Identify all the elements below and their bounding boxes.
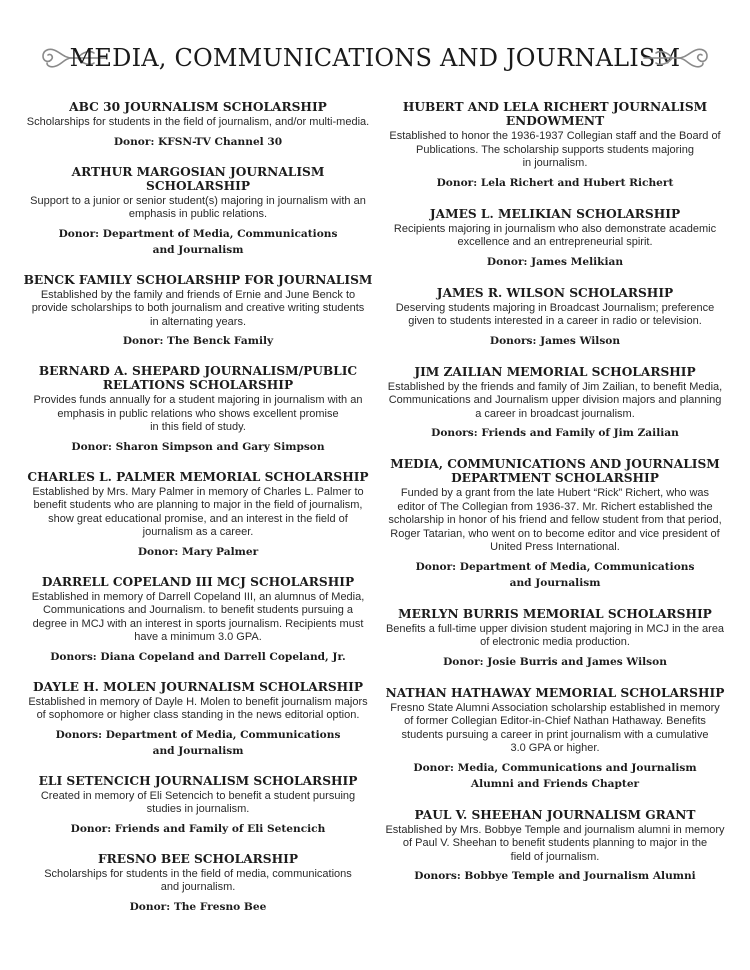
scholarship-donor: Donor: Lela Richert and Hubert Richert — [436, 176, 674, 189]
scholarship-description: Established by the family and friends of Ernie and June Benck to provide scholarships to both journalism and creative writing students in alternating years. — [31, 288, 365, 328]
scholarship-description: Scholarships for students in the field of journalism, and/or multi-media. — [26, 116, 370, 128]
scholarship-title: PAUL V. SHEEHAN JOURNALISM GRANT — [414, 807, 696, 822]
scholarship-title: MERLYN BURRIS MEMORIAL SCHOLARSHIP — [398, 606, 712, 621]
scholarship-entry — [379, 207, 731, 270]
scholarship-donor: Donor: Sharon Simpson and Gary Simpson — [71, 440, 325, 453]
right-flourish-ornament-icon — [642, 40, 712, 76]
scholarship-title: HUBERT AND LELA RICHERT JOURNALISM ENDOWMENT — [402, 100, 708, 128]
scholarship-description: Established by Mrs. Mary Palmer in memory of Charles L. Palmer to benefit students who are planning to major in the field of journalism, show great educational promise, and an interest in the field of journalism as a career. — [32, 485, 364, 538]
left-scholarship-column — [22, 100, 374, 930]
scholarship-donor: Donor: James Melikian — [486, 255, 624, 268]
scholarship-description: Provides funds annually for a student majoring in journalism with an emphasis in public relations who shows excellent promise in this field of study. — [33, 394, 363, 433]
scholarship-donor: Donors: Friends and Family of Jim Zailian — [431, 427, 679, 439]
scholarship-description: Support to a junior or senior student(s) majoring in journalism with an emphasis in public relations. — [30, 194, 366, 220]
scholarship-entry — [22, 470, 374, 560]
scholarship-title: DAYLE H. MOLEN JOURNALISM SCHOLARSHIP — [32, 679, 364, 694]
scholarship-description: Benefits a full-time upper division student majoring in MCJ in the area of electronic media production. — [385, 622, 725, 648]
scholarship-entry — [22, 852, 374, 915]
scholarship-description: Funded by a grant from the late Hubert “Rick” Richert, who was editor of The Collegian from 1936-37. Mr. Richert established the scholarship in honor of his friend and fellow student from that period, Roger Tatarian, who went on to become editor and vice president of United Press International. — [388, 487, 722, 553]
scholarship-title: DARRELL COPELAND III MCJ SCHOLARSHIP — [41, 574, 355, 589]
scholarship-entry — [379, 808, 731, 885]
scholarship-donor: Donors: Department of Media, Communications and Journalism — [55, 728, 341, 757]
scholarship-title: CHARLES L. PALMER MEMORIAL SCHOLARSHIP — [27, 469, 369, 484]
scholarship-entry — [22, 100, 374, 150]
scholarship-donor: Donor: Josie Burris and James Wilson — [443, 655, 667, 668]
scholarship-donor: Donor: Department of Media, Communications and Journalism — [58, 227, 338, 256]
scholarship-description: Established in memory of Darrell Copeland III, an alumnus of Media, Communications and Journalism. to benefit students pursuing a degree in MCJ with an interest in sports journalism. Recipients must have a minimum 3.0 GPA. — [31, 590, 365, 643]
scholarship-title: ARTHUR MARGOSIAN JOURNALISM SCHOLARSHIP — [71, 164, 325, 193]
scholarship-description: Established by Mrs. Bobbye Temple and journalism alumni in memory of Paul V. Sheehan to benefit students planning to major in the field of journalism. — [385, 823, 725, 863]
scholarship-title: JIM ZAILIAN MEMORIAL SCHOLARSHIP — [414, 364, 696, 379]
scholarship-donor: Donor: Department of Media, Communications and Journalism — [415, 560, 695, 589]
scholarship-title: JAMES L. MELIKIAN SCHOLARSHIP — [429, 206, 681, 221]
scholarship-title: BERNARD A. SHEPARD JOURNALISM/PUBLIC RELATIONS SCHOLARSHIP — [38, 364, 358, 392]
scholarship-entry — [379, 686, 731, 792]
scholarship-title: ELI SETENCICH JOURNALISM SCHOLARSHIP — [38, 773, 358, 788]
scholarship-description: Scholarships for students in the field of media, communications and journalism. — [44, 867, 352, 893]
scholarship-entry — [379, 607, 731, 670]
scholarship-title: BENCK FAMILY SCHOLARSHIP FOR JOURNALISM — [23, 272, 373, 287]
scholarship-title: MEDIA, COMMUNICATIONS AND JOURNALISM DEPARTMENT SCHOLARSHIP — [390, 457, 720, 485]
scholarship-donor: Donor: KFSN-TV Channel 30 — [113, 135, 283, 148]
scholarship-title: FRESNO BEE SCHOLARSHIP — [98, 851, 298, 866]
scholarship-donor: Donors: James Wilson — [489, 334, 621, 347]
scholarship-description: Established to honor the 1936-1937 Collegian staff and the Board of Publications. The scholarship supports students majoring in journalism. — [389, 130, 721, 169]
scholarship-entry — [22, 364, 374, 455]
scholarship-donor: Donor: Mary Palmer — [137, 545, 259, 558]
scholarship-donor: Donor: The Benck Family — [122, 335, 274, 347]
right-scholarship-column — [379, 100, 731, 900]
page-title: MEDIA, COMMUNICATIONS AND JOURNALISM — [69, 44, 681, 72]
scholarship-entry — [379, 286, 731, 349]
scholarship-title: ABC 30 JOURNALISM SCHOLARSHIP — [69, 100, 327, 114]
scholarship-entry — [22, 575, 374, 665]
scholarship-description: Fresno State Alumni Association scholarship established in memory of former Collegian Editor-in-Chief Nathan Hathaway. Benefits students pursuing a career in print journalism with a cumulative 3.0 GPA or higher. — [390, 701, 720, 754]
scholarship-title: JAMES R. WILSON SCHOLARSHIP — [436, 285, 674, 300]
scholarship-entry — [22, 273, 374, 350]
scholarship-description: Established in memory of Dayle H. Molen to benefit journalism majors of sophomore or higher class standing in the news editorial option. — [28, 695, 368, 721]
page-header — [0, 38, 750, 88]
scholarship-description: Recipients majoring in journalism who also demonstrate academic excellence and an entrepreneurial spirit. — [393, 222, 717, 248]
scholarship-donor: Donors: Diana Copeland and Darrell Copeland, Jr. — [50, 650, 346, 663]
scholarship-entry — [22, 680, 374, 759]
scholarship-entry — [379, 457, 731, 591]
scholarship-entry — [22, 774, 374, 837]
scholarship-description: Established by the friends and family of Jim Zailian, to benefit Media, Communications and Journalism upper division majors and planning a career in broadcast journalism. — [387, 380, 723, 420]
scholarship-title: NATHAN HATHAWAY MEMORIAL SCHOLARSHIP — [385, 685, 725, 700]
scholarship-entry — [379, 100, 731, 191]
scholarship-donor: Donor: The Fresno Bee — [129, 900, 267, 913]
scholarship-donor: Donor: Media, Communications and Journalism Alumni and Friends Chapter — [413, 761, 697, 790]
scholarship-donor: Donors: Bobbye Temple and Journalism Alumni — [414, 870, 696, 882]
scholarship-donor: Donor: Friends and Family of Eli Setencich — [70, 822, 326, 835]
scholarship-entry — [379, 365, 731, 442]
scholarship-entry — [22, 165, 374, 258]
scholarship-description: Deserving students majoring in Broadcast Journalism; preference given to students interested in a career in radio or television. — [395, 301, 715, 327]
scholarship-description: Created in memory of Eli Setencich to benefit a student pursuing studies in journalism. — [40, 789, 356, 815]
